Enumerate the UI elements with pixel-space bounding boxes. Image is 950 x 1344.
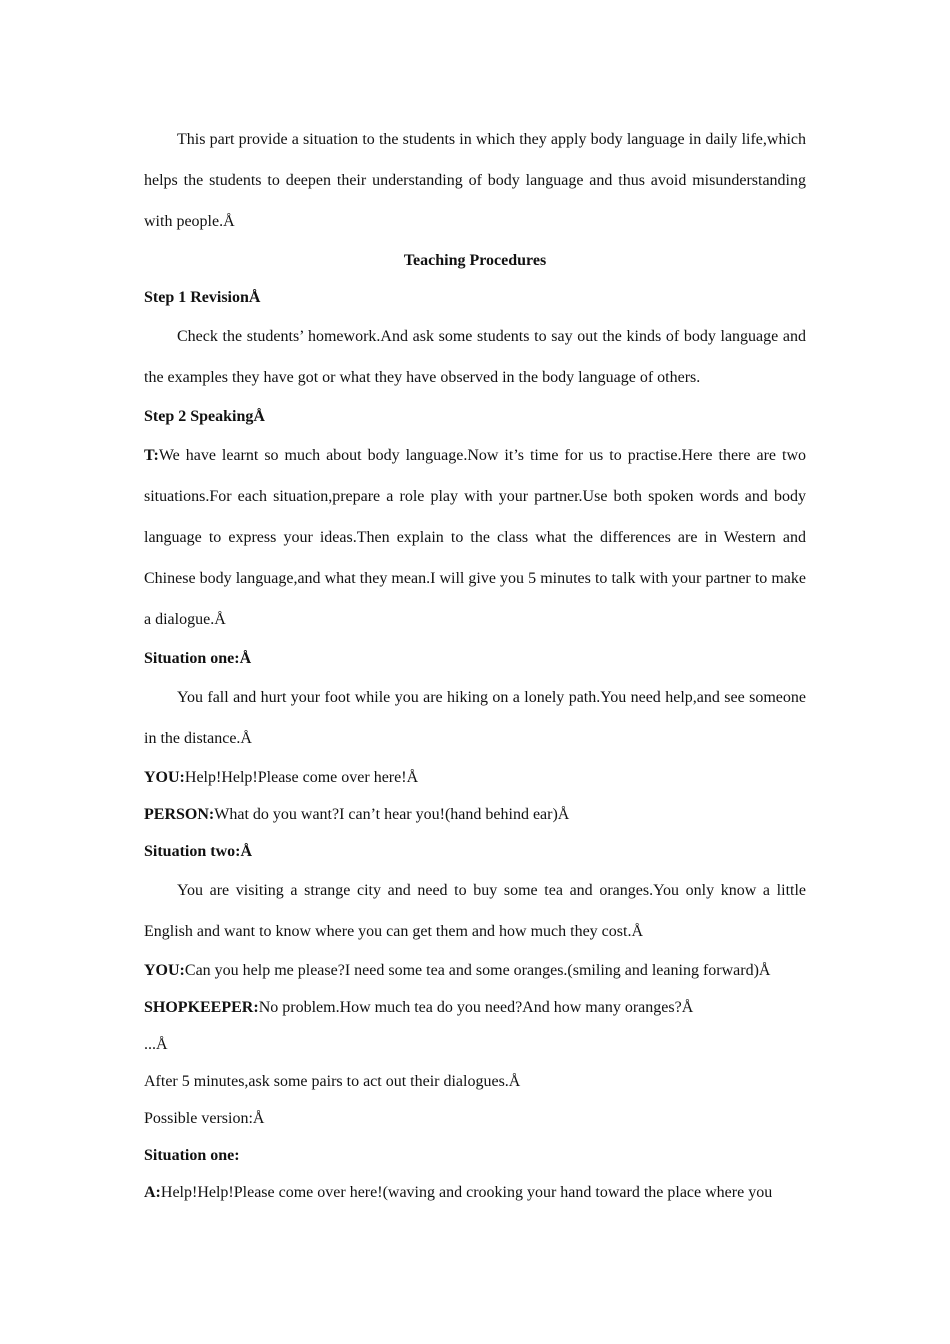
situation-one-heading: Situation one:Å [144, 650, 252, 667]
situation-one-person-line: PERSON:What do you want?I can’t hear you!(hand behind ear)Å [144, 806, 570, 823]
after-line: After 5 minutes,ask some pairs to act out their dialogues.Å [144, 1073, 521, 1090]
situation-one-you-line: YOU:Help!Help!Please come over here!Å [144, 769, 419, 786]
situation-two-you-line: YOU:Can you help me please?I need some tea and some oranges.(smiling and leaning forward)Å [144, 962, 771, 979]
document-body [144, 119, 806, 1211]
ellipsis-line: ...Å [144, 1036, 168, 1053]
intro-paragraph: This part provide a situation to the students in which they apply body language in daily life,which helps the students to deepen their understanding of body language and thus avoid misunderstanding with people.Å [144, 131, 806, 230]
version-a-line: A:Help!Help!Please come over here!(waving and crooking your hand toward the place where you [144, 1184, 773, 1201]
teacher-label: T: [144, 447, 159, 464]
situation-two-heading: Situation two:Å [144, 843, 253, 860]
version-situation-one-heading: Situation one: [144, 1147, 240, 1164]
section-title: Teaching Procedures [403, 252, 547, 269]
situation-two-shopkeeper-line: SHOPKEEPER:No problem.How much tea do you need?And how many oranges?Å [144, 999, 694, 1016]
step2-heading: Step 2 SpeakingÅ [144, 408, 265, 425]
teacher-instruction [144, 435, 806, 640]
teacher-text: We have learnt so much about body language.Now it’s time for us to practise.Here there are two situations.For each situation,prepare a role play with your partner.Use both spoken words and body language to express your ideas.Then explain to the class what the differences are in Western and Chinese body language,and what they mean.I will give you 5 minutes to talk with your partner to make a dialogue.Å [144, 447, 806, 628]
step1-heading: Step 1 RevisionÅ [144, 289, 261, 306]
step1-paragraph: Check the students’ homework.And ask some students to say out the kinds of body language and the examples they have got or what they have observed in the body language of others. [144, 328, 806, 386]
possible-version-line: Possible version:Å [144, 1110, 265, 1127]
situation-one-description: You fall and hurt your foot while you are hiking on a lonely path.You need help,and see someone in the distance.Å [144, 689, 806, 747]
situation-two-description: You are visiting a strange city and need to buy some tea and oranges.You only know a little English and want to know where you can get them and how much they cost.Å [144, 882, 806, 940]
